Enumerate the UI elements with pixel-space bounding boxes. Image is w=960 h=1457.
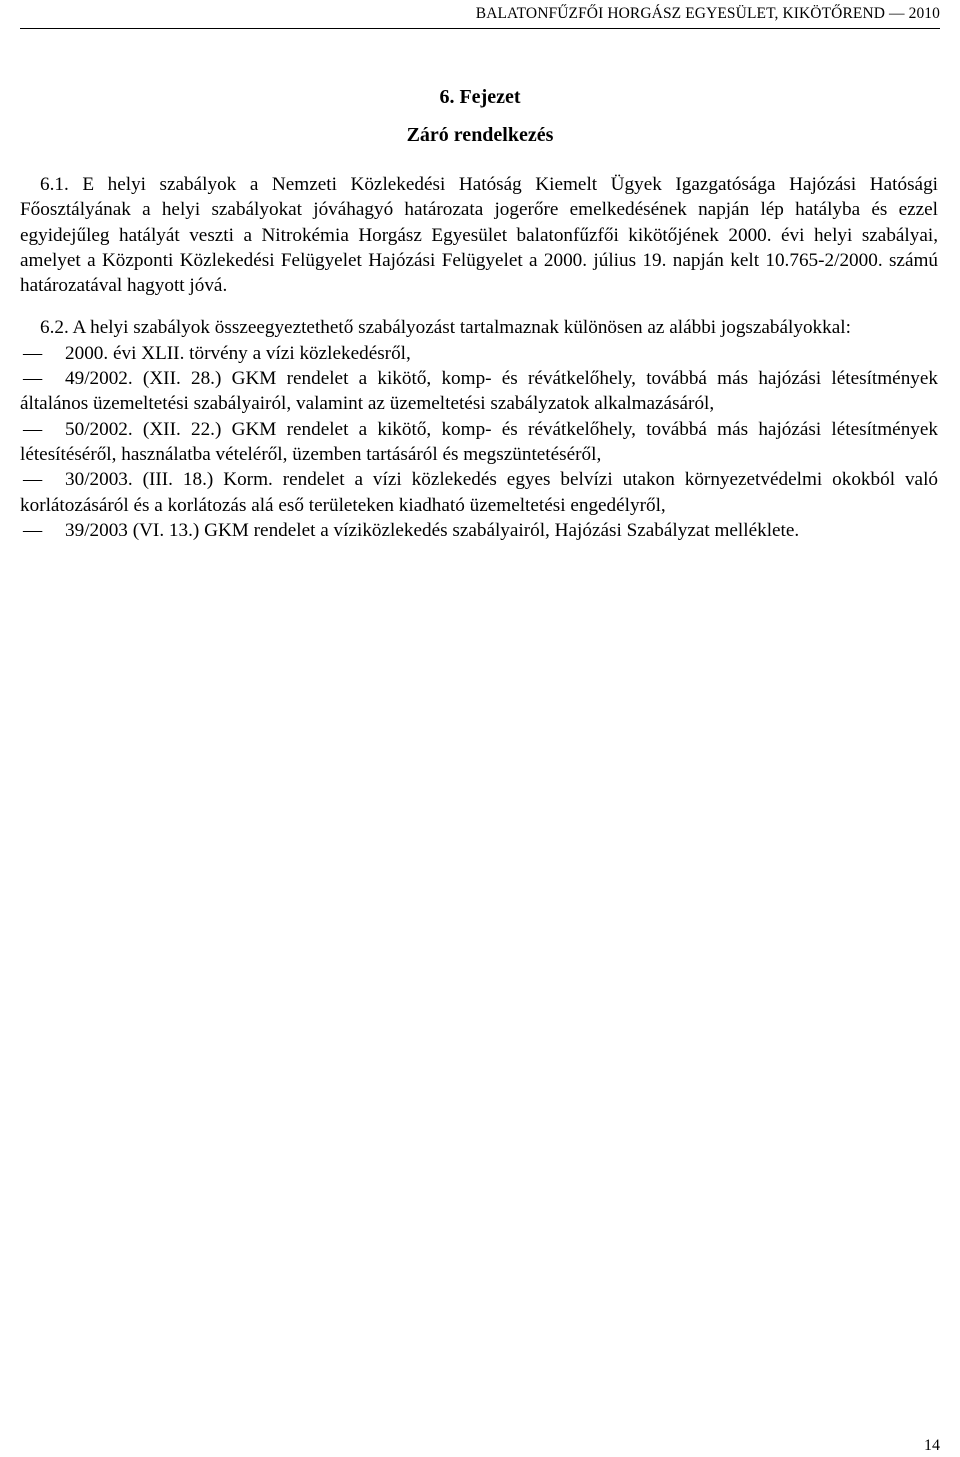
dash-bullet: —	[23, 418, 43, 440]
dash-bullet: —	[23, 469, 43, 491]
list-item-text: 49/2002. (XII. 28.) GKM rendelet a kikötő, komp- és révátkelőhely, továbbá más hajózási létesítmények általános üzemeltetési szabályairól, valamint az üzemeltetési szabályzatok alkalmazásáról,	[20, 368, 938, 415]
dash-bullet: —	[23, 519, 43, 541]
chapter-title: Záró rendelkezés	[406, 124, 554, 146]
list-item	[20, 518, 938, 543]
document-body	[20, 172, 938, 543]
list-item-text: 2000. évi XLII. törvény a vízi közlekedésről,	[65, 342, 411, 364]
header-rule	[20, 28, 940, 29]
dash-bullet: —	[23, 368, 43, 390]
list-item	[20, 366, 938, 417]
list-item-text: 50/2002. (XII. 22.) GKM rendelet a kikötő, komp- és révátkelőhely, továbbá más hajózási létesítmények létesítéséről, használatba vételéről, üzemben tartásáról és megszüntetéséről,	[20, 418, 938, 465]
dash-bullet: —	[23, 342, 43, 364]
running-header: BALATONFŰZFŐI HORGÁSZ EGYESÜLET, KIKÖTŐREND — 2010	[475, 5, 940, 22]
section-6-1: 6.1. E helyi szabályok a Nemzeti Közlekedési Hatóság Kiemelt Ügyek Igazgatósága Hajózási Hatósági Főosztályának a helyi szabályokat jóváhagyó határozata jogerőre emelkedésének napján lép hatályba és ezzel egyidejűleg hatályát veszti a Nitrokémia Horgász Egyesület balatonfűzfői kikötőjének 2000. évi helyi szabályai, amelyet a Központi Közlekedési Felügyelet Hajózási Felügyelet a 2000. július 19. napján kelt 10.765-2/2000. számú határozatával hagyott jóvá.	[20, 174, 938, 297]
list-item-text: 39/2003 (VI. 13.) GKM rendelet a víziközlekedés szabályairól, Hajózási Szabályzat melléklete.	[65, 519, 800, 541]
list-item	[20, 467, 938, 518]
page-number: 14	[924, 1437, 940, 1454]
chapter-number: 6. Fejezet	[439, 86, 521, 108]
list-item-text: 30/2003. (III. 18.) Korm. rendelet a vízi közlekedés egyes belvízi utakon környezetvédelmi okokból való korlátozásáról és a korlátozás alá eső területeken kiadható üzemeltetési engedélyről,	[20, 469, 938, 516]
section-6-2-intro: 6.2. A helyi szabályok összeegyeztethető szabályozást tartalmaznak különösen az alábbi jogszabályokkal:	[40, 317, 851, 339]
list-item	[20, 341, 938, 366]
list-item	[20, 417, 938, 468]
